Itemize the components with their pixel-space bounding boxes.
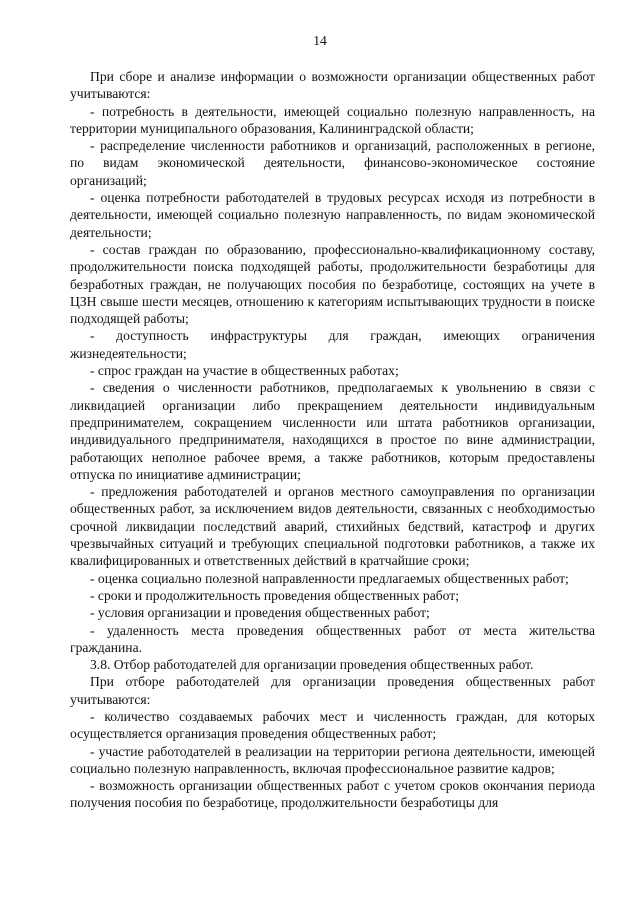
list-item: - участие работодателей в реализации на территории региона деятельности, имеющей социально полезную направленность, включая профессиональное развитие кадров; xyxy=(70,743,595,776)
intro-paragraph xyxy=(70,68,595,103)
list-item: - условия организации и проведения общественных работ; xyxy=(90,605,430,621)
page-number: 14 xyxy=(313,33,327,48)
list-item: - оценка потребности работодателей в трудовых ресурсах исходя из потребности в деятельности, имеющей социально полезную направленность, по видам экономической деятельности; xyxy=(70,190,595,240)
list-item: - оценка социально полезной направленности предлагаемых общественных работ; xyxy=(90,570,569,586)
criteria-list-a xyxy=(70,103,595,657)
intro-text: При сборе и анализе информации о возможности организации общественных работ учитываются: xyxy=(70,69,595,102)
document-body xyxy=(70,68,595,812)
criteria-list-b xyxy=(70,708,595,812)
list-item: - доступность инфраструктуры для граждан, имеющих ограничения жизнедеятельности; xyxy=(70,328,595,361)
list-item: - распределение численности работников и организаций, расположенных в регионе, по видам экономической деятельности, финансово-экономическое состояние организаций; xyxy=(70,138,595,188)
list-item: - удаленность места проведения общественных работ от места жительства гражданина. xyxy=(70,622,595,655)
intro-b-paragraph: При отборе работодателей для организации проведения общественных работ учитываются: xyxy=(70,674,595,707)
list-item: - количество создаваемых рабочих мест и численность граждан, для которых осуществляется организация проведения общественных работ; xyxy=(70,708,595,742)
list-item: - сроки и продолжительность проведения общественных работ; xyxy=(90,587,459,603)
list-item: - предложения работодателей и органов местного самоуправления по организации общественных работ, за исключением видов деятельности, связанных с необходимостью срочной ликвидации последствий аварий, стихийных бедствий, катастроф и других чрезвычайных ситуаций и требующих специальной подготовки работников, а также их квалифицированных и ответственных действий в кратчайшие сроки; xyxy=(70,484,595,569)
list-item: - состав граждан по образованию, профессионально-квалификационному составу, продолжительности поиска подходящей работы, продолжительности безработицы для безработных граждан, не получающих пособия по безработице, состоящих на учете в ЦЗН свыше шести месяцев, отношению к категориям испытывающих трудности в поиске подходящей работы; xyxy=(70,241,595,327)
list-item: - сведения о численности работников, предполагаемых к увольнению в связи с ликвидацией организации либо прекращением деятельности индивидуальным предпринимателем, сокращением численности или штата работников организации, индивидуального предпринимателя, находящихся в простое по вине администрации, работающих неполное рабочее время, а также работников, которым предоставлены отпуска по инициативе администрации; xyxy=(70,380,595,482)
list-item: - возможность организации общественных работ с учетом сроков окончания периода получения пособия по безработице, продолжительности безработицы для xyxy=(70,778,595,811)
section-heading: 3.8. Отбор работодателей для организации проведения общественных работ. xyxy=(90,657,534,673)
list-item: - потребность в деятельности, имеющей социально полезную направленность, на территории муниципального образования, Калининградской области; xyxy=(70,103,595,136)
list-item: - спрос граждан на участие в общественных работах; xyxy=(90,363,399,379)
